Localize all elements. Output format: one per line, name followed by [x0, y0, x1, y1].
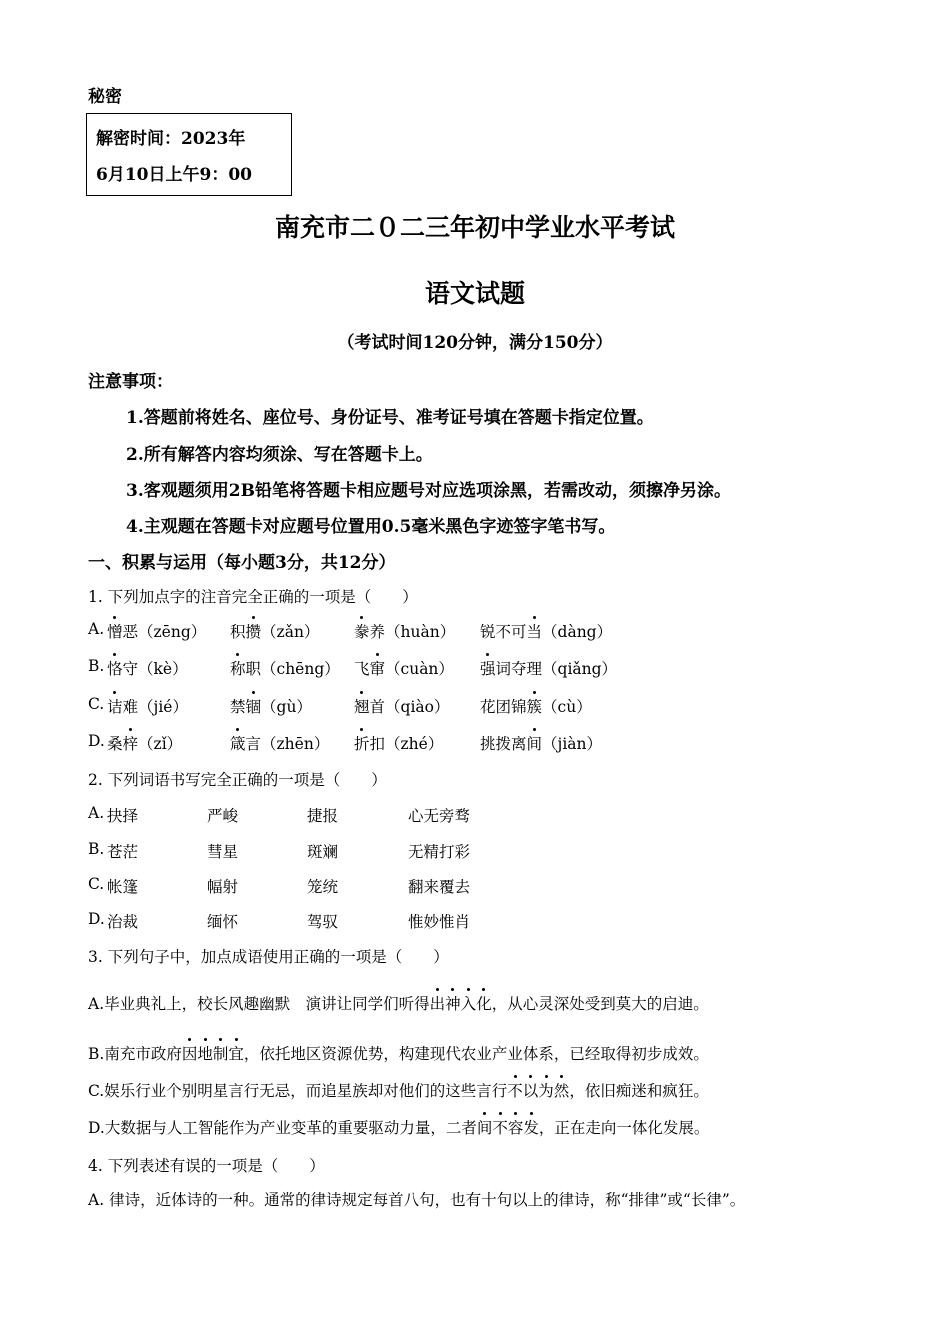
dotted-char: 箴	[230, 732, 246, 754]
text-after: 守（kè）	[122, 660, 188, 678]
word-item: 无精打彩	[408, 843, 471, 861]
dotted-char: 折	[354, 732, 370, 754]
dotted-char: 间	[477, 1116, 493, 1138]
option-label: D.	[88, 732, 105, 750]
text-after: （zǎn）	[261, 623, 320, 641]
word-item: 治裁	[107, 913, 139, 931]
option-label: A.	[88, 995, 105, 1013]
dotted-char: 地	[197, 1042, 213, 1064]
subject-title: 语文试题	[424, 279, 525, 308]
option-label: D.	[88, 910, 105, 928]
text-before: 桑	[107, 735, 123, 753]
dotted-char: 翘	[354, 695, 370, 717]
dotted-char: 当	[527, 620, 543, 642]
word-item: 抉择	[107, 807, 139, 825]
section-heading: 一、积累与运用（每小题3分，共12分）	[88, 553, 396, 573]
text-after: 恶（zēng）	[122, 623, 207, 641]
note-item: 4.主观题在答题卡对应题号位置用0.5毫米黑色字迹签字笔书写。	[126, 517, 616, 537]
pinyin-item	[480, 732, 602, 754]
text-after: （cuàn）	[385, 660, 454, 678]
question-3-option	[88, 1079, 709, 1101]
text-after: 难（jié）	[122, 698, 188, 716]
word-item: 严峻	[207, 807, 239, 825]
text-after: （zǐ）	[138, 735, 183, 753]
option-label: B.	[88, 1045, 105, 1063]
note-item: 2.所有解答内容均须涂、写在答题卡上。	[126, 445, 433, 465]
word-item: 翻来覆去	[408, 878, 471, 896]
unseal-time-box	[86, 113, 292, 196]
text-after: ，依托地区资源优势，构建现代农业产业体系，已经取得初步成效。	[243, 1045, 709, 1063]
dotted-char: 称	[230, 657, 246, 679]
dotted-char: 出	[430, 992, 446, 1014]
question-2-stem: 2. 下列词语书写完全正确的一项是（ ）	[88, 771, 387, 789]
pinyin-item	[230, 620, 319, 642]
pinyin-item	[480, 695, 592, 717]
pinyin-item	[107, 620, 206, 642]
question-3-option	[88, 992, 709, 1014]
dotted-char: 豢	[354, 620, 370, 642]
text-after: （jiàn）	[542, 735, 603, 753]
dotted-idiom	[477, 1119, 539, 1137]
word-item: 笼统	[307, 878, 339, 896]
text-before: 挑拨离	[480, 735, 527, 753]
dotted-char: 锢	[246, 695, 262, 717]
pinyin-item	[230, 732, 329, 754]
option-label: C.	[88, 695, 105, 713]
text-after: 首（qiào）	[369, 698, 450, 716]
pinyin-item	[354, 657, 454, 679]
unseal-time-line1: 解密时间：2023年	[96, 129, 246, 149]
dotted-char: 宜	[228, 1042, 244, 1064]
dotted-char: 簇	[527, 695, 543, 717]
dotted-char: 诘	[107, 695, 123, 717]
dotted-idiom	[430, 995, 492, 1013]
dotted-char: 恪	[107, 657, 123, 679]
word-item: 驾驭	[307, 913, 339, 931]
text-before: 大数据与人工智能作为产业变革的重要驱动力量，二者	[104, 1119, 477, 1137]
note-item: 1.答题前将姓名、座位号、身份证号、准考证号填在答题卡指定位置。	[126, 408, 654, 428]
text-after: 养（huàn）	[369, 623, 456, 641]
question-4-stem: 4. 下列表述有误的一项是（ ）	[88, 1157, 325, 1175]
pinyin-item	[107, 695, 188, 717]
text-after: （cù）	[542, 698, 592, 716]
text-before: 飞	[354, 660, 370, 678]
text-after: ，从心灵深处受到莫大的启迪。	[491, 995, 709, 1013]
text-after: ，正在走向一体化发展。	[538, 1119, 710, 1137]
question-3-option	[88, 1116, 709, 1138]
pinyin-item	[107, 732, 182, 754]
question-3-option	[88, 1042, 709, 1064]
word-item: 心无旁骛	[408, 807, 471, 825]
option-label: B.	[88, 657, 105, 675]
dotted-char: 攒	[246, 620, 262, 642]
text-before: 毕业典礼上，校长风趣幽默 演讲让同学们听得	[104, 995, 430, 1013]
pinyin-item	[480, 657, 617, 679]
pinyin-item	[354, 620, 455, 642]
question-3-stem: 3. 下列句子中，加点成语使用正确的一项是（ ）	[88, 948, 449, 966]
option-label: A.	[88, 1191, 105, 1209]
dotted-char: 然	[554, 1079, 570, 1101]
text-after: 词夺理（qiǎng）	[495, 660, 618, 678]
word-item: 彗星	[207, 843, 239, 861]
option-label: C.	[88, 1082, 105, 1100]
word-item: 捷报	[307, 807, 339, 825]
word-item: 苍茫	[107, 843, 139, 861]
option-label: D.	[88, 1119, 105, 1137]
pinyin-item	[480, 620, 612, 642]
dotted-char: 憎	[107, 620, 123, 642]
pinyin-item	[107, 657, 188, 679]
text-after: （gù）	[261, 698, 312, 716]
option-label: B.	[88, 840, 105, 858]
exam-title: 南充市二０二三年初中学业水平考试	[274, 213, 675, 242]
text-after: 言（zhēn）	[245, 735, 330, 753]
pinyin-item	[354, 695, 449, 717]
text-after: ，依旧痴迷和疯狂。	[569, 1082, 709, 1100]
dotted-char: 间	[527, 732, 543, 754]
text-after: 扣（zhé）	[369, 735, 444, 753]
option-label: A.	[88, 620, 105, 638]
question-1-stem: 1. 下列加点字的注音完全正确的一项是（ ）	[88, 588, 418, 606]
text-before: 积	[230, 623, 246, 641]
option-label: A.	[88, 804, 105, 822]
dotted-char: 因	[182, 1042, 198, 1064]
dotted-idiom	[182, 1045, 244, 1063]
dotted-char: 神	[445, 992, 461, 1014]
text-before: 锐不可	[480, 623, 527, 641]
dotted-char: 不	[492, 1116, 508, 1138]
notes-heading: 注意事项：	[88, 372, 173, 392]
dotted-char: 梓	[123, 732, 139, 754]
dotted-char: 以	[523, 1079, 539, 1101]
word-item: 缅怀	[207, 913, 239, 931]
unseal-time-line2: 6月10日上午9：00	[96, 165, 252, 185]
dotted-char: 不	[507, 1079, 523, 1101]
text-before: 花团锦	[480, 698, 527, 716]
pinyin-item	[230, 657, 340, 679]
dotted-char: 入	[461, 992, 477, 1014]
text-before: 南充市政府	[104, 1045, 182, 1063]
option-text: 律诗，近体诗的一种。通常的律诗规定每首八句，也有十句以上的律诗，称“排律”或“长律”。	[109, 1191, 746, 1209]
word-item: 帐篷	[107, 878, 139, 896]
word-item: 斑斓	[307, 843, 339, 861]
pinyin-item	[354, 732, 443, 754]
dotted-char: 强	[480, 657, 496, 679]
dotted-char: 制	[213, 1042, 229, 1064]
dotted-char: 化	[476, 992, 492, 1014]
word-item: 幅射	[207, 878, 239, 896]
text-before: 娱乐行业个别明星言行无忌，而追星族却对他们的这些言行	[104, 1082, 508, 1100]
dotted-char: 容	[508, 1116, 524, 1138]
exam-info: （考试时间120分钟，满分150分）	[337, 333, 613, 353]
dotted-idiom	[507, 1082, 569, 1100]
pinyin-item	[230, 695, 312, 717]
secret-label: 秘密	[88, 87, 122, 107]
dotted-char: 为	[538, 1079, 554, 1101]
text-after: 职（chēng）	[245, 660, 340, 678]
question-4-option	[88, 1188, 745, 1210]
text-before: 禁	[230, 698, 246, 716]
option-label: C.	[88, 875, 105, 893]
word-item: 惟妙惟肖	[408, 913, 471, 931]
note-item: 3.客观题须用2B铅笔将答题卡相应题号对应选项涂黑，若需改动，须擦净另涂。	[126, 481, 731, 501]
text-after: （dàng）	[542, 623, 613, 641]
dotted-char: 窜	[370, 657, 386, 679]
dotted-char: 发	[523, 1116, 539, 1138]
